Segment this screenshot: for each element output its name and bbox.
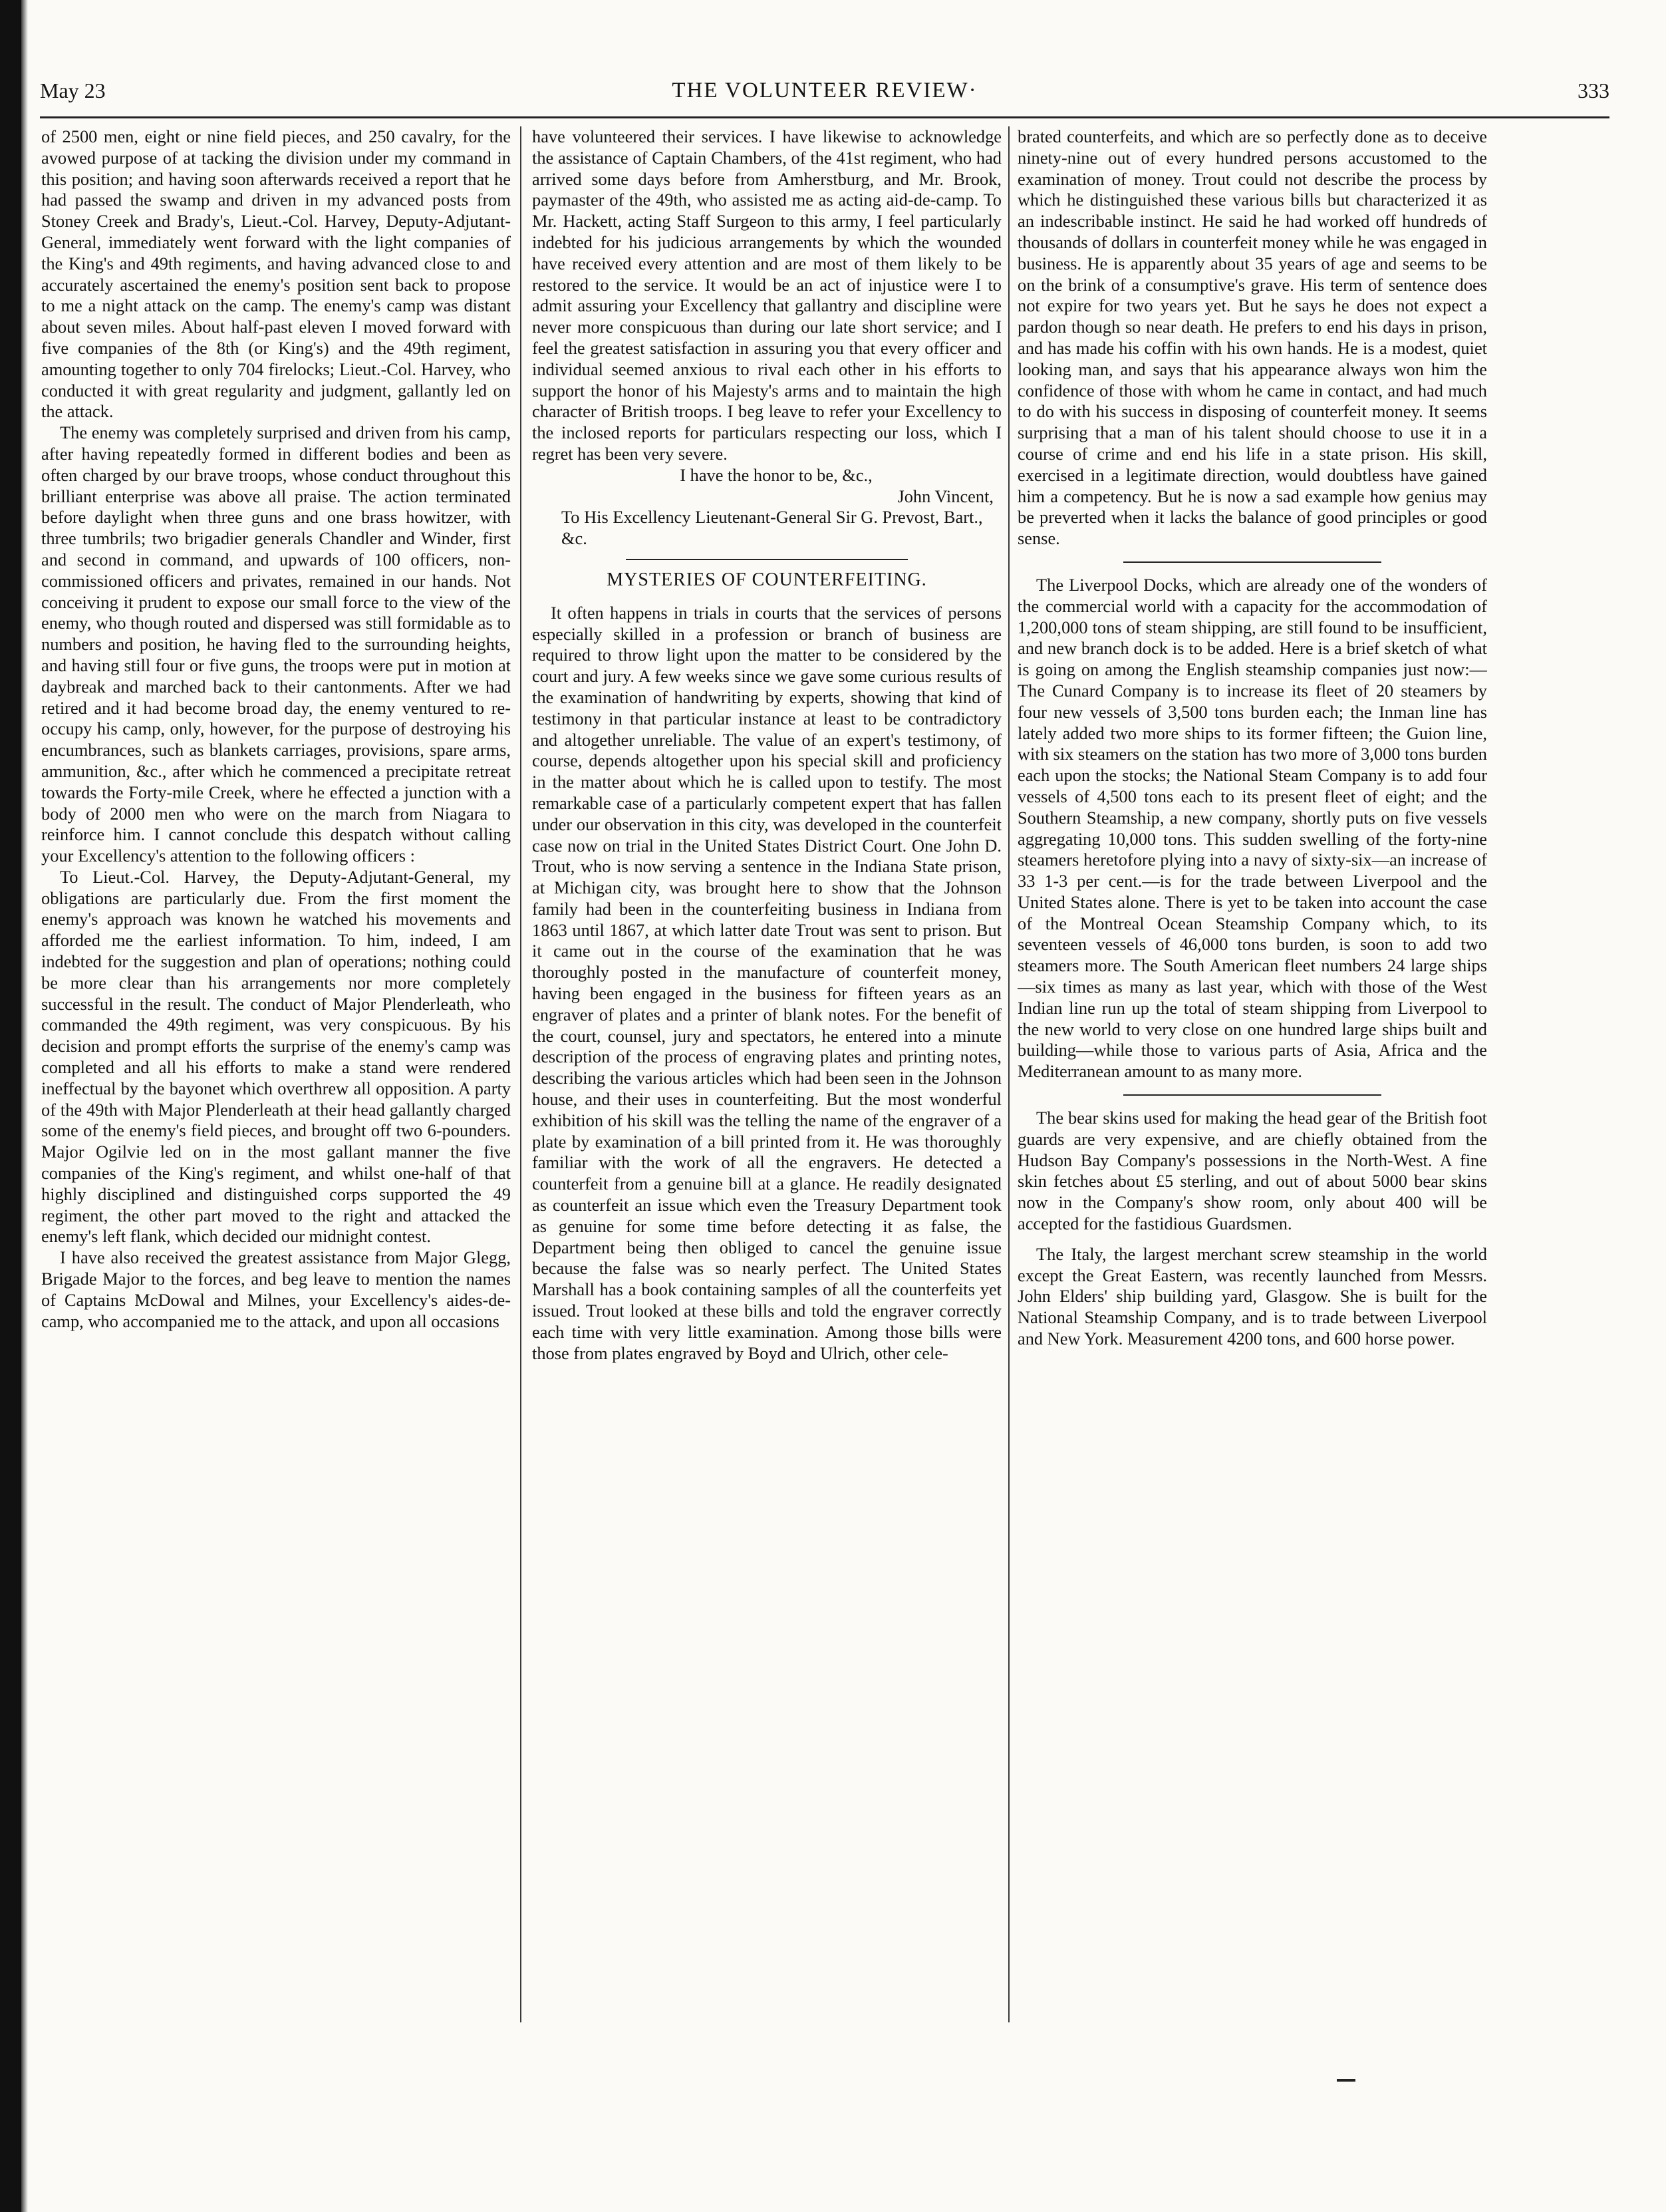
article-paragraph: The enemy was completely surprised and driven from his camp, after having repeatedly formed in different bodies and been as often charged by our brave troops, whose conduct throughout this brilliant enterprise was above all praise. The action terminated before daylight when three guns and one brass howitzer, with three tumbrils; two brigadier generals Chandler and Winder, first and second in command, and upwards of 100 officers, non-commissioned officers and privates, remained in our hands. Not conceiving it prudent to expose our small force to the view of the enemy, who though routed and dispersed was still formidable as to numbers and position, he having fled to the surrounding heights, and having still four or five guns, the troops were put in motion at daybreak and marched back to their cantonments. After we had retired and it had become broad day, the enemy ventured to re-occupy his camp, only, however, for the purpose of destroying his encumbrances, such as blankets carriages, provisions, spare arms, ammunition, &c., after which he commenced a precipitate retreat towards the Forty-mile Creek, where he effected a junction with a body of 2000 men who were on the march from Niagara to reinforce him. I cannot conclude this despatch without calling your Excellency's attention to the following officers : [41, 422, 511, 866]
binding-shadow [0, 0, 21, 2212]
section-divider [1123, 561, 1381, 563]
publication-title: THE VOLUNTEER REVIEW· [672, 79, 978, 102]
column-rule [1008, 126, 1010, 2022]
page-header [40, 79, 1609, 121]
letter-addressee: To His Excellency Lieutenant-General Sir G. Prevost, Bart., &c. [561, 507, 983, 549]
article-paragraph: It often happens in trials in courts that the services of persons especially skilled in a profession or branch of business are required to throw light upon the matter to be considered by the court and jury. A few weeks since we gave some curious results of the examination of handwriting by experts, showing that kind of testimony in that particular instance at least to be contradictory and altogether unreliable. The value of an expert's testimony, of course, depends altogether upon his special skill and proficiency in the matter about which he is called upon to testify. The most remarkable case of a particularly competent expert that has fallen under our observation in this city, was developed in the counterfeit case now on trial in the United States District Court. One John D. Trout, who is now serving a sentence in the Indiana State prison, at Michigan city, was brought here to show that the Johnson family had been in the counterfeiting business in Indiana from 1863 until 1867, at which latter date Trout was sent to prison. But it came out in the course of the examination that he was thoroughly posted in the manufacture of counterfeit money, having been engaged in the business for fifteen years as an engraver of plates and a printer of blank notes. For the benefit of the court, counsel, jury and spectators, he entered into a minute description of the process of engraving plates and printing notes, describing the various articles which had been seen in the Johnson house, and their uses in counterfeiting. But the most wonderful exhibition of his skill was the telling the name of the engraver of a plate by examination of a bill printed from it. He was thoroughly familiar with the work of all the engravers. He detected a counterfeit from a genuine bill at a glance. He readily designated as counterfeit an issue which even the Treasury Department took as genuine for some time before detecting it as false, the Department being then obliged to cancel the genuine issue because the false was so nearly perfect. The United States Marshall has a book containing samples of all the counterfeits yet issued. Trout looked at these bills and told the engraver correctly each time with very little examination. Among those bills were those from plates engraved by Boyd and Ulrich, other cele- [532, 602, 1002, 1363]
article-paragraph: To Lieut.-Col. Harvey, the Deputy-Adjutant-General, my obligations are particularly due. From the first moment the enemy's approach was known he watched his movements and afforded me the earliest information. To him, indeed, I am indebted for the suggestion and plan of operations; nothing could be more clear than his arrangements nor more completely successful in the result. The conduct of Major Plenderleath, who commanded the 49th regiment, was very conspicuous. By his decision and prompt efforts the surprise of the enemy's camp was completed and all his efforts to make a stand were rendered ineffectual by the bayonet which overthrew all opposition. A party of the 49th with Major Plenderleath at their head gallantly charged some of the enemy's field pieces, and brought off two 6-pounders. Major Ogilvie led on in the most gallant manner the five companies of the King's regiment, and whilst one-half of that highly disciplined and distinguished corps supported the 49 regiment, the other part moved to the right and attacked the enemy's left flank, which decided our midnight contest. [41, 866, 511, 1247]
column-left [41, 126, 511, 2142]
article-paragraph: The Liverpool Docks, which are already one of the wonders of the commercial world with a capacity for the accommodation of 1,200,000 tons of steam shipping, are still found to be insufficient, and new branch dock is to be added. Here is a brief sketch of what is going on among the English steamship companies just now:—The Cunard Company is to increase its fleet of 20 steamers by four new vessels of 3,500 tons burden each; the Inman line has lately added two more ships to its former fifteen; the Guion line, with six steamers on the station has two more of 3,000 tons burden each upon the stocks; the National Steam Company is to add four vessels of 4,500 tons each to its present fleet of eight; and the Southern Steamship, a new company, shortly puts on five vessels aggregating 10,000 tons. This sudden swelling of the forty-nine steamers heretofore plying into a navy of sixty-six—an increase of 33 1-3 per cent.—is for the trade between Liverpool and the United States alone. There is yet to be taken into account the case of the Montreal Ocean Steamship Company which, to its seventeen vessels of 46,000 tons burden, is soon to add two steamers more. The South American fleet numbers 24 large ships—six times as many as last year, which with those of the West Indian line run up the total of steam shipping from Liverpool to the new world to very close on one hundred large ships built and building—while those to various parts of Asia, Africa and the Mediterranean amount to as many more. [1018, 574, 1487, 1082]
article-paragraph: The Italy, the largest merchant screw steamship in the world except the Great Eastern, was recently launched from Messrs. John Elders' ship building yard, Glasgow. She is built for the National Steamship Company, and is to trade between Liverpool and New York. Measurement 4200 tons, and 600 horse power. [1018, 1243, 1487, 1349]
closing-salutation: I have the honor to be, &c., [680, 464, 873, 485]
page-number: 333 [1578, 79, 1609, 102]
section-divider [1123, 1094, 1381, 1096]
header-rule [40, 116, 1609, 118]
printer-mark [1337, 2079, 1355, 2082]
article-paragraph: The bear skins used for making the head gear of the British foot guards are very expensive, and are chiefly obtained from the Hudson Bay Company's possessions in the North-West. A fine skin fetches about £5 sterling, and out of about 5000 bear skins now in the Company's show room, only about 400 will be accepted for the fastidious Guardsmen. [1018, 1108, 1487, 1234]
header-date: May 23 [40, 79, 106, 102]
column-middle [532, 126, 1002, 2142]
column-right [1018, 126, 1487, 2142]
column-rule [520, 126, 521, 2022]
article-paragraph: brated counterfeits, and which are so perfectly done as to deceive ninety-nine out of every hundred persons accustomed to the examination of money. Trout could not describe the process by which he distinguished these various bills but characterized it as an indescribable instinct. He said he had worked off hundreds of thousands of dollars in counterfeit money while he was engaged in business. He is apparently about 35 years of age and seems to be on the brink of a consumptive's grave. His term of sentence does not expire for two years yet. But he says he does not expect a pardon though so near death. He prefers to end his days in prison, and has made his coffin with his own hands. He is a modest, quiet looking man, and says that his appearance always won him the confidence of those with whom he came in contact, and had much to do with his success in disposing of counterfeit money. It seems surprising that a man of his talent should choose to use it in a course of crime and end his life in a state prison. His skill, exercised in a legitimate direction, would doubtless have gained him a competency. But he is now a sad example how genius may be preverted when it lacks the balance of good principles or good sense. [1018, 126, 1487, 549]
article-paragraph: of 2500 men, eight or nine field pieces, and 250 cavalry, for the avowed purpose of at tacking the division under my command in this position; and having soon afterwards received a report that he had passed the swamp and driven in my advanced posts from Stoney Creek and Brady's, Lieut.-Col. Harvey, Deputy-Adjutant-General, immediately went forward with the light companies of the King's and 49th regiments, and having advanced close to and accurately ascertained the enemy's position sent back to propose to me a night attack on the camp. The enemy's camp was distant about seven miles. About half-past eleven I moved forward with five companies of the 8th (or King's) and the 49th regiment, amounting together to only 704 firelocks; Lieut.-Col. Harvey, who conducted it with great regularity and judgment, gallantly led on the attack. [41, 126, 511, 422]
article-paragraph: have volunteered their services. I have likewise to acknowledge the assistance of Captain Chambers, of the 41st regiment, who had arrived some days before from Amherstburg, and Mr. Brook, paymaster of the 49th, who assisted me as acting aid-de-camp. To Mr. Hackett, acting Staff Surgeon to this army, I feel particularly indebted for his judicious arrangements by which the wounded have received every attention and are most of them likely to be restored to the service. It would be an act of injustice were I to admit assuring your Excellency that gallantry and discipline were never more conspicuous than during our late short service; and I feel the greatest satisfaction in assuring you that every officer and individual seemed anxious to rival each other in his efforts to support the honor of his Majesty's arms and to maintain the high character of British troops. I beg leave to refer your Excellency to the inclosed reports for particulars respecting our loss, which I regret has been very severe. [532, 126, 1002, 464]
section-divider [626, 559, 908, 560]
signature-name: John Vincent, [897, 486, 994, 506]
article-heading: MYSTERIES OF COUNTERFEITING. [607, 569, 927, 590]
article-paragraph: I have also received the greatest assistance from Major Glegg, Brigade Major to the forces, and beg leave to mention the names of Captains McDowal and Milnes, your Excellency's aides-de-camp, who accompanied me to the attack, and upon all occasions [41, 1247, 511, 1331]
binding-edge [21, 0, 28, 2212]
